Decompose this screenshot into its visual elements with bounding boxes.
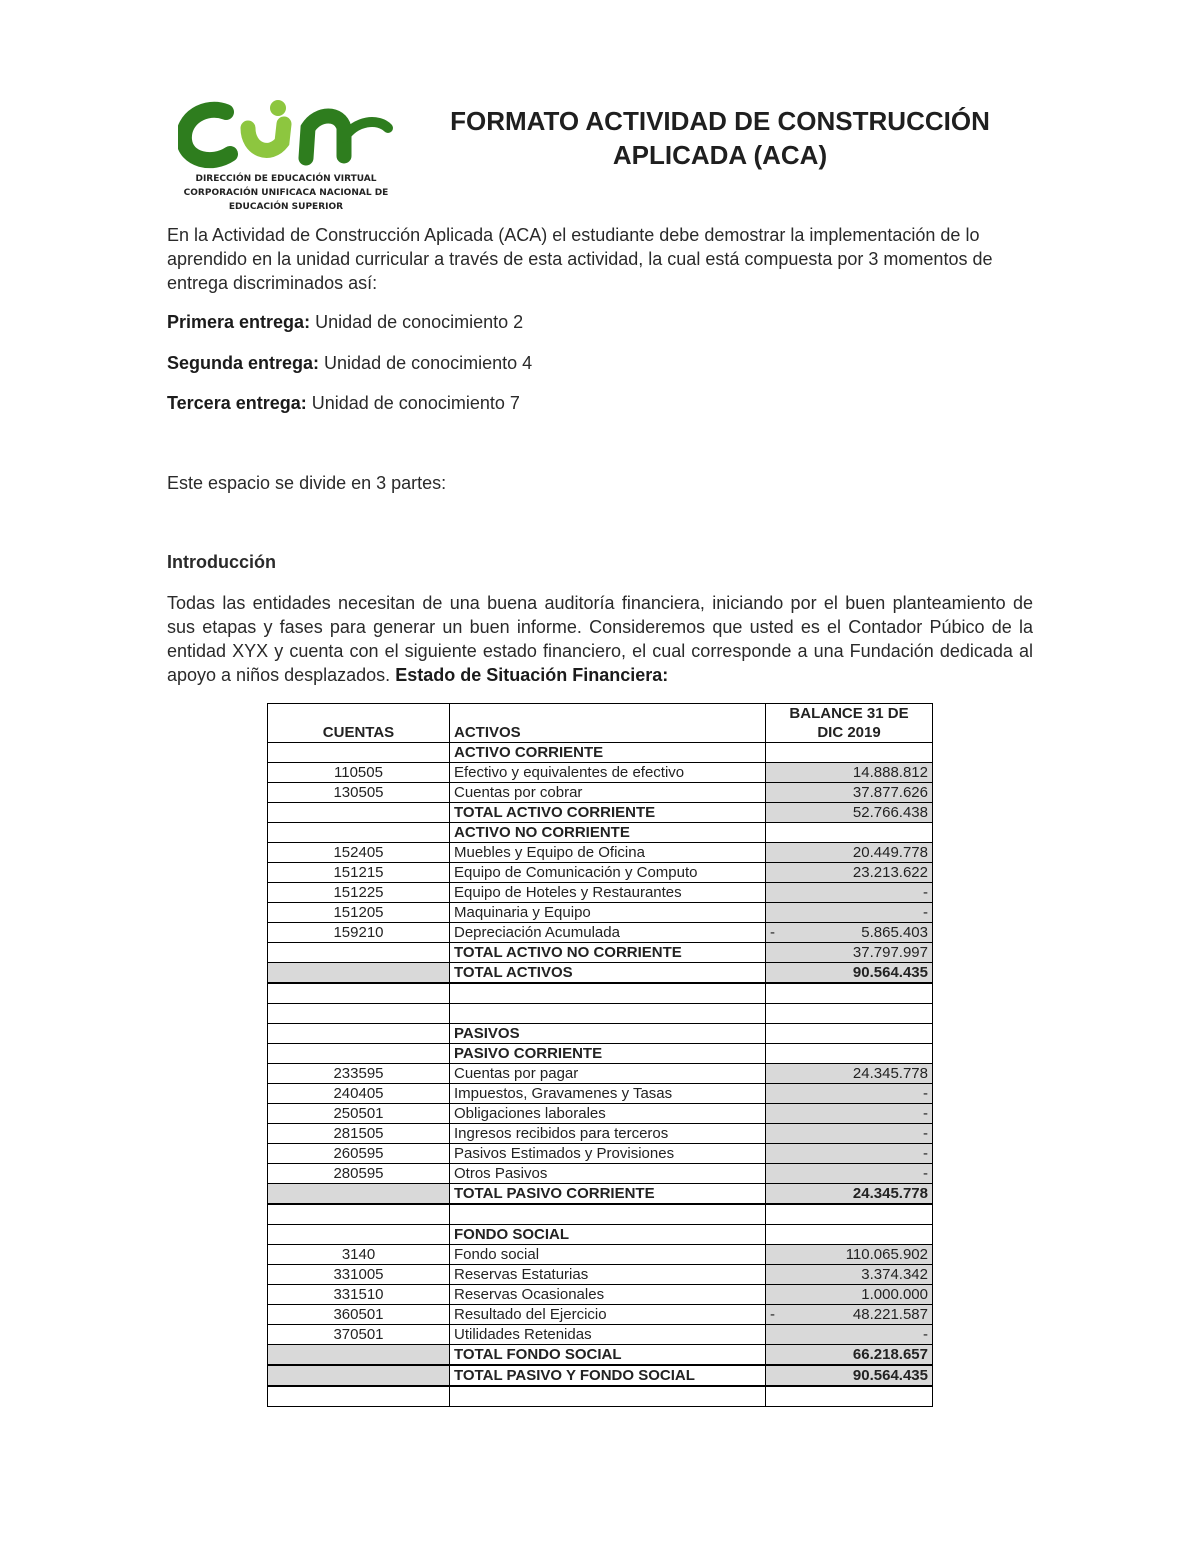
parts-text: Este espacio se divide en 3 partes: (167, 473, 447, 493)
balance-value-cell (766, 1225, 933, 1245)
logo-subtitle-line: CORPORACIÓN UNIFICACA NACIONAL DE (183, 188, 389, 198)
table-row (268, 1325, 933, 1345)
balance-value-cell (766, 1365, 933, 1386)
negative-sign: - (770, 923, 775, 941)
table-row (268, 1204, 933, 1225)
table-row (268, 1084, 933, 1104)
table-row (268, 823, 933, 843)
balance-value: 48.221.587 (852, 1305, 928, 1323)
account-code-cell: 360501 (268, 1305, 450, 1325)
balance-value-cell (766, 1124, 933, 1144)
account-code-cell: 331005 (268, 1265, 450, 1285)
account-name-cell: Utilidades Retenidas (450, 1325, 766, 1345)
delivery-second (167, 351, 1033, 375)
balance-value-cell (766, 1024, 933, 1044)
delivery-label: Primera entrega: (167, 312, 311, 332)
balance-value-cell (766, 1386, 933, 1407)
balance-value: 90.564.435 (852, 963, 928, 981)
table-row (268, 1004, 933, 1024)
logo-subtitle-line: EDUCACIÓN SUPERIOR (228, 202, 344, 212)
table-row (268, 983, 933, 1004)
table-row (268, 1064, 933, 1084)
balance-value-cell (766, 743, 933, 763)
balance-value-cell (766, 1285, 933, 1305)
table-row (268, 903, 933, 923)
balance-value-cell (766, 803, 933, 823)
balance-value: 23.213.622 (852, 863, 928, 881)
account-code-cell (268, 1386, 450, 1407)
balance-value: - (923, 1164, 928, 1182)
table-row (268, 883, 933, 903)
table-row (268, 863, 933, 883)
balance-value: 1.000.000 (861, 1285, 928, 1303)
balance-value-cell (766, 1144, 933, 1164)
table-row (268, 1225, 933, 1245)
account-code-cell (268, 1365, 450, 1386)
account-name-cell: Resultado del Ejercicio (450, 1305, 766, 1325)
account-code-cell (268, 943, 450, 963)
account-code-cell (268, 1204, 450, 1225)
delivery-first (167, 310, 1033, 334)
delivery-third (167, 391, 1033, 415)
account-code-cell: 240405 (268, 1084, 450, 1104)
balance-value: 24.345.778 (852, 1064, 928, 1082)
account-code-cell: 250501 (268, 1104, 450, 1124)
account-code-cell: 281505 (268, 1124, 450, 1144)
account-code-cell: 110505 (268, 763, 450, 783)
account-name-cell (450, 1386, 766, 1407)
account-code-cell: 151225 (268, 883, 450, 903)
account-code-cell (268, 1004, 450, 1024)
account-name-cell: Equipo de Comunicación y Computo (450, 863, 766, 883)
balance-value-cell (766, 1064, 933, 1084)
body-paragraph (167, 591, 1033, 687)
logo (178, 98, 394, 214)
account-name-cell: Fondo social (450, 1245, 766, 1265)
delivery-text: Unidad de conocimiento 2 (310, 312, 524, 332)
table-row (268, 743, 933, 763)
header-balance (766, 704, 933, 743)
account-name-cell: Cuentas por cobrar (450, 783, 766, 803)
account-name-cell: Otros Pasivos (450, 1164, 766, 1184)
account-name-cell: TOTAL FONDO SOCIAL (450, 1345, 766, 1366)
table-row (268, 1305, 933, 1325)
account-code-cell (268, 1345, 450, 1366)
account-name-cell: TOTAL PASIVO CORRIENTE (450, 1184, 766, 1205)
balance-value: - (923, 1124, 928, 1142)
table-row (268, 803, 933, 823)
balance-value-cell (766, 1104, 933, 1124)
account-code-cell (268, 823, 450, 843)
delivery-text: Unidad de conocimiento 4 (319, 353, 533, 373)
account-name-cell: Maquinaria y Equipo (450, 903, 766, 923)
table-row (268, 1184, 933, 1205)
account-code-cell: 152405 (268, 843, 450, 863)
table-row (268, 1144, 933, 1164)
balance-value-cell (766, 1184, 933, 1205)
table-row (268, 1044, 933, 1064)
balance-value: 5.865.403 (861, 923, 928, 941)
balance-value-cell (766, 923, 933, 943)
balance-value-cell (766, 1164, 933, 1184)
account-name-cell: Equipo de Hoteles y Restaurantes (450, 883, 766, 903)
intro-paragraph: En la Actividad de Construcción Aplicada (ACA) el estudiante debe demostrar la implementación de lo aprendido en la unidad curricular a través de esta actividad, la cual está compuesta por 3 momentos de entrega discriminados así: (167, 225, 993, 293)
account-name-cell: TOTAL PASIVO Y FONDO SOCIAL (450, 1365, 766, 1386)
account-code-cell: 151205 (268, 903, 450, 923)
account-name-cell (450, 1004, 766, 1024)
account-name-cell: Reservas Estaturias (450, 1265, 766, 1285)
table-row (268, 843, 933, 863)
logo-subtitle-line: DIRECCIÓN DE EDUCACIÓN VIRTUAL (195, 174, 377, 184)
table-row (268, 1024, 933, 1044)
account-code-cell: 370501 (268, 1325, 450, 1345)
balance-value: - (923, 883, 928, 901)
account-name-cell: Efectivo y equivalentes de efectivo (450, 763, 766, 783)
delivery-text: Unidad de conocimiento 7 (306, 393, 520, 413)
balance-value-cell (766, 883, 933, 903)
balance-value-cell (766, 1325, 933, 1345)
balance-value: 52.766.438 (852, 803, 928, 821)
title-line-1: FORMATO ACTIVIDAD DE CONSTRUCCIÓN (450, 106, 990, 136)
balance-value: 66.218.657 (852, 1345, 928, 1363)
account-name-cell: PASIVO CORRIENTE (450, 1044, 766, 1064)
balance-value-cell (766, 903, 933, 923)
account-name-cell: PASIVOS (450, 1024, 766, 1044)
table-row (268, 1124, 933, 1144)
balance-value-cell (766, 983, 933, 1004)
financial-statement-table (267, 703, 933, 1407)
table-row (268, 1345, 933, 1366)
balance-value: 20.449.778 (852, 843, 928, 861)
balance-value-cell (766, 783, 933, 803)
cun-logo-mark (178, 98, 394, 170)
header-cuentas: CUENTAS (268, 704, 450, 743)
account-name-cell: Ingresos recibidos para terceros (450, 1124, 766, 1144)
balance-value-cell (766, 1084, 933, 1104)
account-code-cell: 159210 (268, 923, 450, 943)
balance-value-cell (766, 843, 933, 863)
balance-value-cell (766, 863, 933, 883)
table-row (268, 1164, 933, 1184)
balance-value: 24.345.778 (852, 1184, 928, 1202)
account-name-cell: Muebles y Equipo de Oficina (450, 843, 766, 863)
balance-value: - (923, 903, 928, 921)
account-name-cell: FONDO SOCIAL (450, 1225, 766, 1245)
table-row (268, 1386, 933, 1407)
table-row (268, 763, 933, 783)
account-name-cell: Pasivos Estimados y Provisiones (450, 1144, 766, 1164)
balance-value: 37.877.626 (852, 783, 928, 801)
balance-value-cell (766, 823, 933, 843)
account-code-cell: 151215 (268, 863, 450, 883)
balance-value: - (923, 1104, 928, 1122)
account-name-cell (450, 1204, 766, 1225)
account-code-cell: 280595 (268, 1164, 450, 1184)
balance-value: 90.564.435 (852, 1366, 928, 1384)
balance-value-cell (766, 963, 933, 984)
section-heading: Introducción (167, 552, 276, 572)
account-code-cell (268, 1044, 450, 1064)
page-title (420, 104, 1020, 172)
balance-value-cell (766, 1204, 933, 1225)
table-row (268, 923, 933, 943)
account-code-cell: 130505 (268, 783, 450, 803)
balance-value: 14.888.812 (852, 763, 928, 781)
account-code-cell (268, 1024, 450, 1044)
header-activos: ACTIVOS (450, 704, 766, 743)
balance-value: 37.797.997 (852, 943, 928, 961)
table-header-row (268, 704, 933, 743)
table-row (268, 963, 933, 984)
account-code-cell (268, 743, 450, 763)
account-code-cell: 260595 (268, 1144, 450, 1164)
body-bold-text: Estado de Situación Financiera: (395, 665, 669, 685)
balance-value: 110.065.902 (845, 1245, 928, 1263)
account-name-cell: ACTIVO CORRIENTE (450, 743, 766, 763)
balance-value-cell (766, 1245, 933, 1265)
balance-value-cell (766, 1004, 933, 1024)
account-name-cell: Cuentas por pagar (450, 1064, 766, 1084)
table-row (268, 943, 933, 963)
table-row (268, 1265, 933, 1285)
account-name-cell: ACTIVO NO CORRIENTE (450, 823, 766, 843)
negative-sign: - (770, 1305, 775, 1323)
body-text: Todas las entidades necesitan de una buena auditoría financiera, iniciando por el buen planteamiento de sus etapas y fases para generar un buen informe. Consideremos que usted es el Contador Púbico de la entidad XYX y cuenta con el siguiente estado financiero, el cual corresponde a una Fundación dedicada al apoyo a niños desplazados. (167, 593, 1033, 685)
account-code-cell (268, 1184, 450, 1205)
account-name-cell: TOTAL ACTIVO CORRIENTE (450, 803, 766, 823)
balance-value: - (923, 1084, 928, 1102)
balance-value-cell (766, 1345, 933, 1366)
delivery-label: Segunda entrega: (167, 353, 320, 373)
account-code-cell (268, 963, 450, 984)
header-balance-line2: DIC 2019 (817, 724, 881, 741)
account-name-cell: Depreciación Acumulada (450, 923, 766, 943)
balance-value-cell (766, 1265, 933, 1285)
balance-value-cell (766, 1044, 933, 1064)
account-code-cell (268, 803, 450, 823)
balance-value: - (923, 1325, 928, 1343)
balance-value-cell (766, 943, 933, 963)
balance-value-cell (766, 763, 933, 783)
account-code-cell: 233595 (268, 1064, 450, 1084)
account-name-cell: Impuestos, Gravamenes y Tasas (450, 1084, 766, 1104)
account-code-cell (268, 983, 450, 1004)
header-balance-line1: BALANCE 31 DE (789, 705, 909, 722)
account-name-cell: Reservas Ocasionales (450, 1285, 766, 1305)
title-line-2: APLICADA (ACA) (612, 140, 828, 170)
balance-value: - (923, 1144, 928, 1162)
account-name-cell: TOTAL ACTIVOS (450, 963, 766, 984)
balance-value: 3.374.342 (861, 1265, 928, 1283)
balance-value-cell (766, 1305, 933, 1325)
table-row (268, 1104, 933, 1124)
account-name-cell: TOTAL ACTIVO NO CORRIENTE (450, 943, 766, 963)
table-row (268, 1285, 933, 1305)
table-row (268, 1365, 933, 1386)
account-code-cell: 331510 (268, 1285, 450, 1305)
account-name-cell (450, 983, 766, 1004)
delivery-label: Tercera entrega: (167, 393, 307, 413)
account-code-cell: 3140 (268, 1245, 450, 1265)
table-row (268, 1245, 933, 1265)
account-code-cell (268, 1225, 450, 1245)
account-name-cell: Obligaciones laborales (450, 1104, 766, 1124)
table-row (268, 783, 933, 803)
